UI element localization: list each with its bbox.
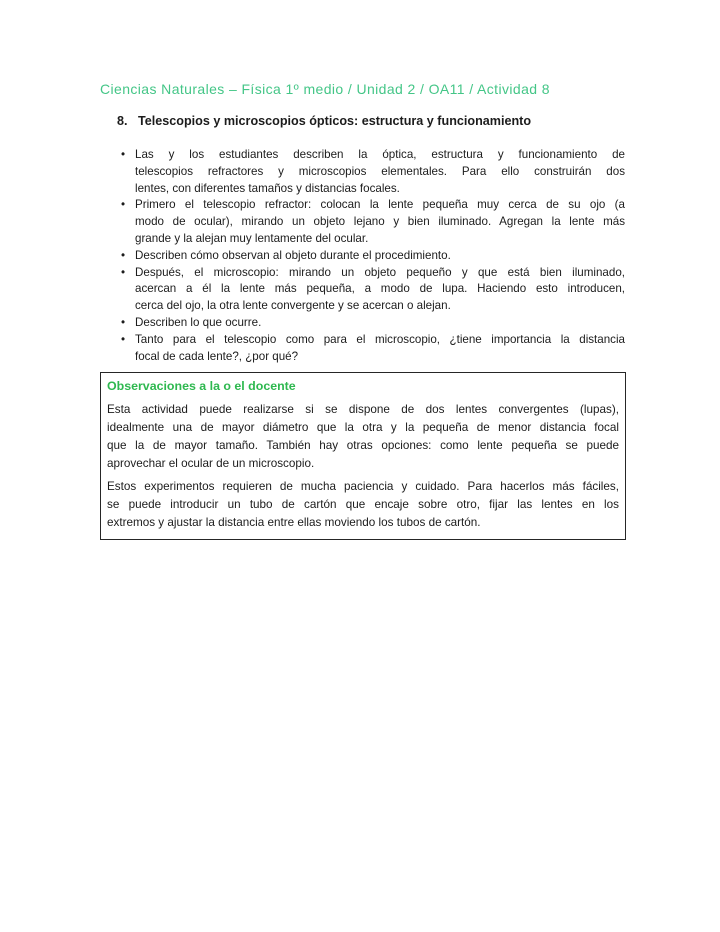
activity-heading <box>117 114 637 128</box>
text-line: cerca del ojo, la otra lente convergente y se acercan o alejan. <box>135 299 451 313</box>
list-item <box>121 147 625 197</box>
text-line: se puede introducir un tubo de cartón que encaje sobre otro, fijar las lentes en los <box>107 498 619 511</box>
text-line: que la de mayor tamaño. También hay otras opciones: como lente pequeña se puede <box>107 439 619 452</box>
text-line: Describen cómo observan al objeto durante el procedimiento. <box>135 248 451 262</box>
text-line: telescopios refractores y microscopios elementales. Para ello construirán dos <box>135 164 625 178</box>
text-line: acercan a él la lente más pequeña, a modo de lupa. Haciendo esto introducen, <box>135 282 625 296</box>
bullet-icon: • <box>121 315 126 329</box>
text-line: idealmente una de mayor diámetro que la otra y la pequeña de menor distancia focal <box>107 421 619 434</box>
text-line: aprovechar el ocular de un microscopio. <box>107 457 315 470</box>
list-item <box>121 315 625 332</box>
note-box-title: Observaciones a la o el docente <box>107 379 296 393</box>
list-item-text <box>135 248 625 265</box>
text-line: Primero el telescopio refractor: colocan la lente pequeña muy cerca de su ojo (a <box>135 198 625 212</box>
text-line: extremos y ajustar la distancia entre ellas moviendo los tubos de cartón. <box>107 516 481 529</box>
note-paragraph <box>107 478 619 532</box>
list-item-text <box>135 147 625 197</box>
text-line: Esta actividad puede realizarse si se dispone de dos lentes convergentes (lupas), <box>107 403 619 416</box>
list-item <box>121 332 625 366</box>
bullet-icon: • <box>121 265 126 279</box>
text-line: modo de ocular), mirando un objeto lejano y bien iluminado. Agregan la lente más <box>135 215 625 229</box>
document-header-breadcrumb: Ciencias Naturales – Física 1º medio / Unidad 2 / OA11 / Actividad 8 <box>100 81 550 97</box>
text-line: Estos experimentos requieren de mucha paciencia y cuidado. Para hacerlos más fáciles, <box>107 480 619 493</box>
teacher-note-box <box>100 372 626 540</box>
bullet-icon: • <box>121 148 126 161</box>
list-item-text <box>135 197 625 247</box>
activity-title: Telescopios y microscopios ópticos: estructura y funcionamiento <box>138 114 532 128</box>
list-item-text <box>135 315 625 332</box>
list-item-text <box>135 265 625 315</box>
list-item <box>121 197 625 247</box>
text-line: Tanto para el telescopio como para el microscopio, ¿tiene importancia la distancia <box>135 332 625 346</box>
text-line: grande y la alejan muy lentamente del ocular. <box>135 231 369 245</box>
text-line: Las y los estudiantes describen la óptica, estructura y funcionamiento de <box>135 148 625 161</box>
text-line: lentes, con diferentes tamaños y distancias focales. <box>135 181 400 195</box>
bullet-icon: • <box>121 332 126 346</box>
text-line: Describen lo que ocurre. <box>135 315 262 329</box>
text-line: focal de cada lente?, ¿por qué? <box>135 349 299 363</box>
list-item <box>121 248 625 265</box>
text-line: Después, el microscopio: mirando un objeto pequeño y que está bien iluminado, <box>135 265 625 279</box>
list-item-text <box>135 332 625 366</box>
bullet-list <box>121 147 625 365</box>
bullet-icon: • <box>121 248 126 262</box>
list-item <box>121 265 625 315</box>
bullet-icon: • <box>121 198 126 212</box>
activity-number: 8. <box>117 114 128 128</box>
note-box-body <box>107 401 619 532</box>
note-paragraph <box>107 401 619 473</box>
